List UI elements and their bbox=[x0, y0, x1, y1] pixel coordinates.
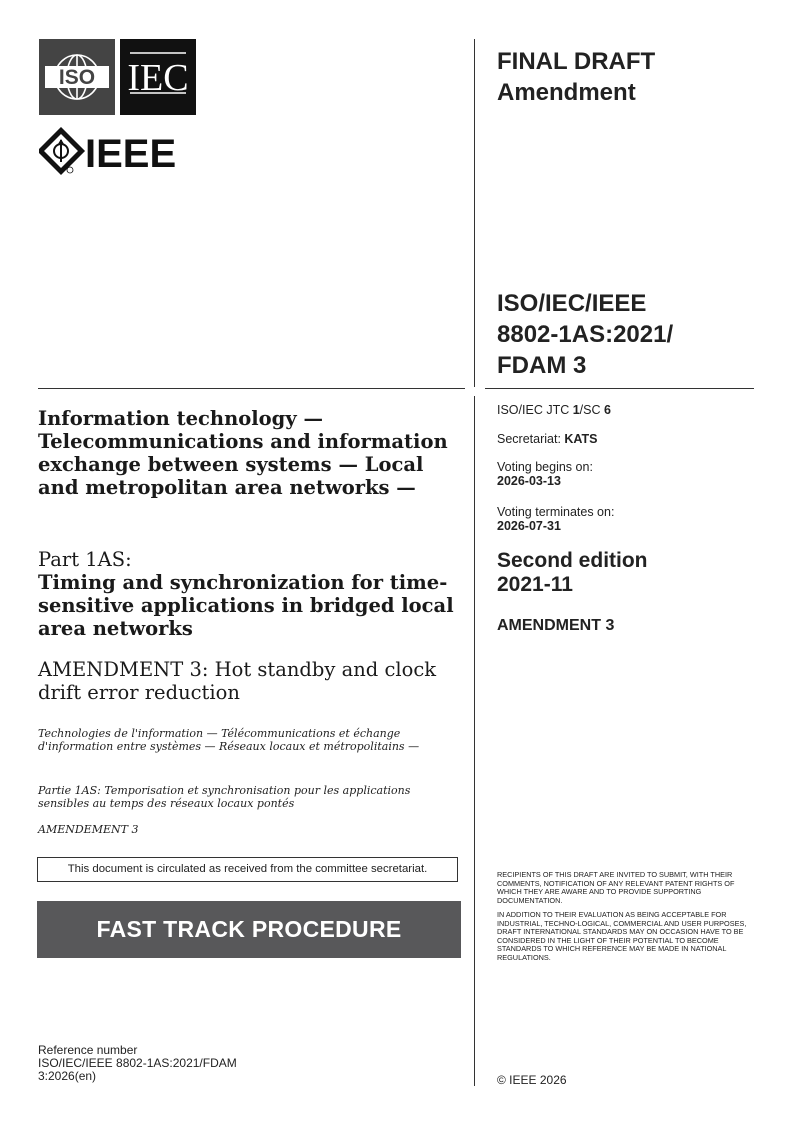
left-header-rule bbox=[38, 388, 465, 389]
voting-begins: Voting begins on: 2026-03-13 bbox=[497, 460, 593, 488]
amendment-label: AMENDMENT 3 bbox=[497, 617, 615, 634]
french-part-title: Partie 1AS: Temporisation et synchronisation pour les applications sensibles au temps des réseaux locaux pontés bbox=[38, 784, 411, 810]
ieee-logo bbox=[39, 126, 209, 176]
secretariat: Secretariat: KATS bbox=[497, 432, 598, 446]
svg-text:IEEE: IEEE bbox=[85, 132, 177, 176]
french-amendment: AMENDEMENT 3 bbox=[38, 823, 139, 836]
committee: ISO/IEC JTC 1/SC 6 bbox=[497, 403, 611, 417]
regulation-notice: IN ADDITION TO THEIR EVALUATION AS BEING ACCEPTABLE FOR INDUSTRIAL, TECHNO-LOGICAL, COMMERCIAL AND USER PURPOSES, DRAFT INTERNATIONAL STANDARDS MAY ON OCCASION HAVE TO BE CONSIDERED IN THE LIGHT OF THEIR POTENTIAL TO BECOME STANDARDS TO WHICH REFERENCE MAY BE MADE IN NATIONAL REGULATIONS. bbox=[497, 910, 747, 962]
document-stage-title: FINAL DRAFT Amendment bbox=[497, 48, 656, 106]
reference-number: Reference number ISO/IEC/IEEE 8802-1AS:2021/FDAM 3:2026(en) bbox=[38, 1043, 237, 1083]
main-title: Information technology — Telecommunications and information exchange between systems — Local and metropolitan area networks — bbox=[38, 407, 448, 499]
iec-logo bbox=[120, 39, 196, 115]
part-title: Timing and synchronization for time-sensitive applications in bridged local area networks bbox=[38, 571, 454, 640]
iso-logo bbox=[39, 39, 115, 115]
column-divider-bottom bbox=[474, 396, 475, 1086]
amendment-title: AMENDMENT 3: Hot standby and clock drift error reduction bbox=[38, 658, 437, 704]
fast-track-banner: FAST TRACK PROCEDURE bbox=[37, 901, 461, 958]
svg-text:ISO: ISO bbox=[58, 66, 96, 89]
svg-text:IEC: IEC bbox=[127, 57, 189, 99]
edition: Second edition 2021-11 bbox=[497, 549, 648, 596]
circulated-note: This document is circulated as received from the committee secretariat. bbox=[37, 857, 458, 882]
column-divider-top bbox=[474, 39, 475, 387]
copyright: © IEEE 2026 bbox=[497, 1073, 567, 1087]
part-number: Part 1AS: bbox=[38, 548, 132, 571]
patent-notice: RECIPIENTS OF THIS DRAFT ARE INVITED TO SUBMIT, WITH THEIR COMMENTS, NOTIFICATION OF ANY RELEVANT PATENT RIGHTS OF WHICH THEY ARE AWARE AND TO PROVIDE SUPPORTING DOCUMENTATION. bbox=[497, 870, 735, 905]
voting-terminates: Voting terminates on: 2026-07-31 bbox=[497, 505, 615, 533]
right-header-rule bbox=[485, 388, 754, 389]
french-main-title: Technologies de l'information — Télécommunications et échange d'information entre systèmes — Réseaux locaux et métropolitains — bbox=[38, 727, 420, 753]
standard-number: ISO/IEC/IEEE 8802-1AS:2021/ FDAM 3 bbox=[497, 290, 674, 379]
